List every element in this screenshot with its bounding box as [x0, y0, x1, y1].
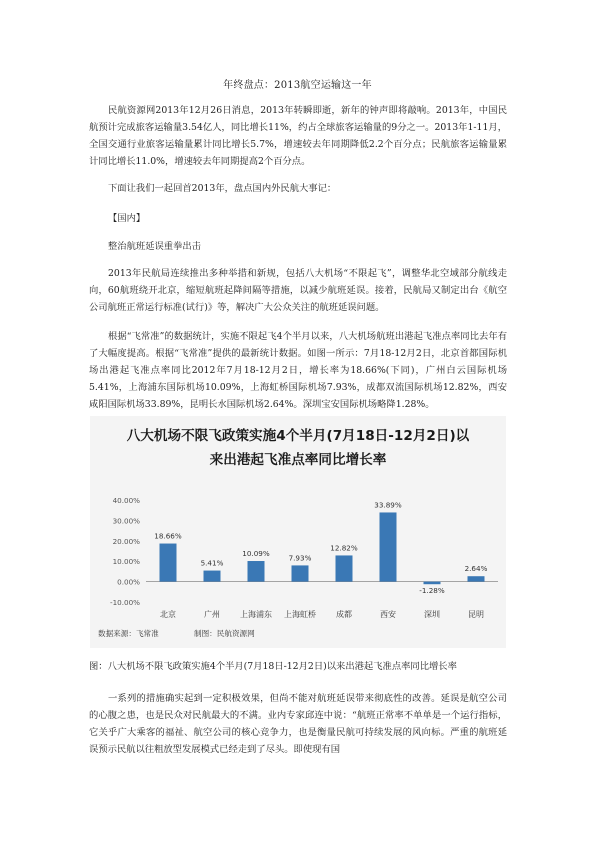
y-tick-label: 10.00%: [112, 557, 140, 567]
bar-value-label: 7.93%: [288, 553, 312, 563]
x-category-label: 北京: [160, 610, 176, 619]
paragraph-measures: 2013年民航局连续推出多种举措和新规，包括八大机场“不限起飞”，调整华北空域部分航线走向，60航班绕开北京，缩短航班起降间隔等措施，以减少航班延误。接着，民航局又制定出台《航空公司航班正常运行标准(试行)》等，解决广大公众关注的航班延误问题。: [89, 268, 507, 313]
bar-4: [336, 555, 353, 581]
bar-7: [468, 576, 485, 581]
paragraph-statistics: 根据“飞常准”的数据统计，实施不限起飞4个半月以来，八大机场航班出港起飞准点率同比去年有了大幅度提高。根据“飞常准”提供的最新统计数据。如图一所示：7月18-12月2日，北京首都国际机场出港起飞准点率同比2012年7月18-12月2日，增长率为18.66%(下同)，广州白云国际机场5.41%，上海浦东国际机场10.09%，上海虹桥国际机场7.93%，成都双流国际机场12.82%，西安咸阳国际机场33.89%，昆明长水国际机场2.64%。深圳宝安国际机场略降1.28%。: [89, 331, 507, 410]
y-tick-label: 20.00%: [112, 536, 140, 546]
bar-value-label: -1.28%: [419, 586, 445, 596]
x-category-label: 深圳: [424, 610, 440, 619]
bar-0: [160, 544, 177, 582]
y-tick-label: 40.00%: [112, 496, 140, 505]
chart-title-line2: 来出港起飞准点率同比增长率: [209, 452, 387, 468]
bar-6: [424, 582, 441, 585]
bar-5: [380, 512, 397, 581]
x-category-label: 上海浦东: [240, 610, 272, 619]
chart-plot: [90, 416, 506, 648]
bar-value-label: 18.66%: [154, 531, 182, 541]
y-tick-label: 0.00%: [117, 577, 140, 587]
bar-value-label: 10.09%: [242, 549, 270, 559]
bar-value-label: 2.64%: [464, 564, 488, 574]
x-category-label: 上海虹桥: [284, 610, 316, 619]
y-tick-label: -10.00%: [110, 598, 140, 607]
paragraph-effects: 一系列的措施确实起到一定积极效果，但尚不能对航班延误带来彻底性的改善。延误是航空公司的心腹之患，也是民众对民航最大的不满。业内专家邱连中说：“航班正常率不单单是一个运行指标，它关乎广大乘客的福祉、航空公司的核心竞争力，也是衡量民航可持续发展的风向标。严重的航班延误预示民航以往粗放型发展模式已经走到了尽头。即使现有国: [89, 693, 507, 755]
chart-title-line1: 八大机场不限飞政策实施4个半月(7月18日-12月2日)以: [126, 428, 470, 444]
bar-3: [292, 565, 309, 581]
bar-value-label: 12.82%: [330, 543, 358, 553]
bar-1: [204, 571, 221, 582]
x-category-label: 成都: [336, 610, 352, 619]
paragraph-review-intro: 下面让我们一起回首2013年，盘点国内外民航大事记：: [108, 183, 337, 194]
paragraph-intro: 民航资源网2013年12月26日消息，2013年转瞬即逝，新年的钟声即将敲响。2013年，中国民航预计完成旅客运输量3.54亿人，同比增长11%，约占全球旅客运输量的9分之一。2013年1-11月，全国交通行业旅客运输量累计同比增长5.7%，增速较去年同期降低2.2个百分点；民航旅客运输量累计同比增长11.0%，增速较去年同期提高2个百分点。: [89, 105, 507, 167]
x-category-label: 广州: [204, 610, 220, 619]
figure-caption: 图：八大机场不限飞政策实施4个半月(7月18日-12月2日)以来出港起飞准点率同比增长率: [89, 661, 457, 672]
bar-value-label: 33.89%: [374, 500, 402, 510]
bar-value-label: 5.41%: [200, 558, 224, 568]
article-title: 年终盘点：2013航空运输这一年: [223, 80, 372, 91]
y-tick-label: 30.00%: [112, 516, 140, 526]
section-heading-domestic: 【国内】: [108, 213, 146, 224]
chart-producer-note: 制图：民航资源网: [194, 629, 255, 638]
subheading-delay-remediation: 整治航班延误重拳出击: [108, 241, 201, 252]
chart-source-note: 数据来源：飞常准: [98, 629, 159, 638]
bar-2: [248, 561, 265, 582]
x-category-label: 西安: [380, 610, 396, 619]
x-category-label: 昆明: [468, 610, 484, 619]
bar-chart: [90, 416, 506, 648]
